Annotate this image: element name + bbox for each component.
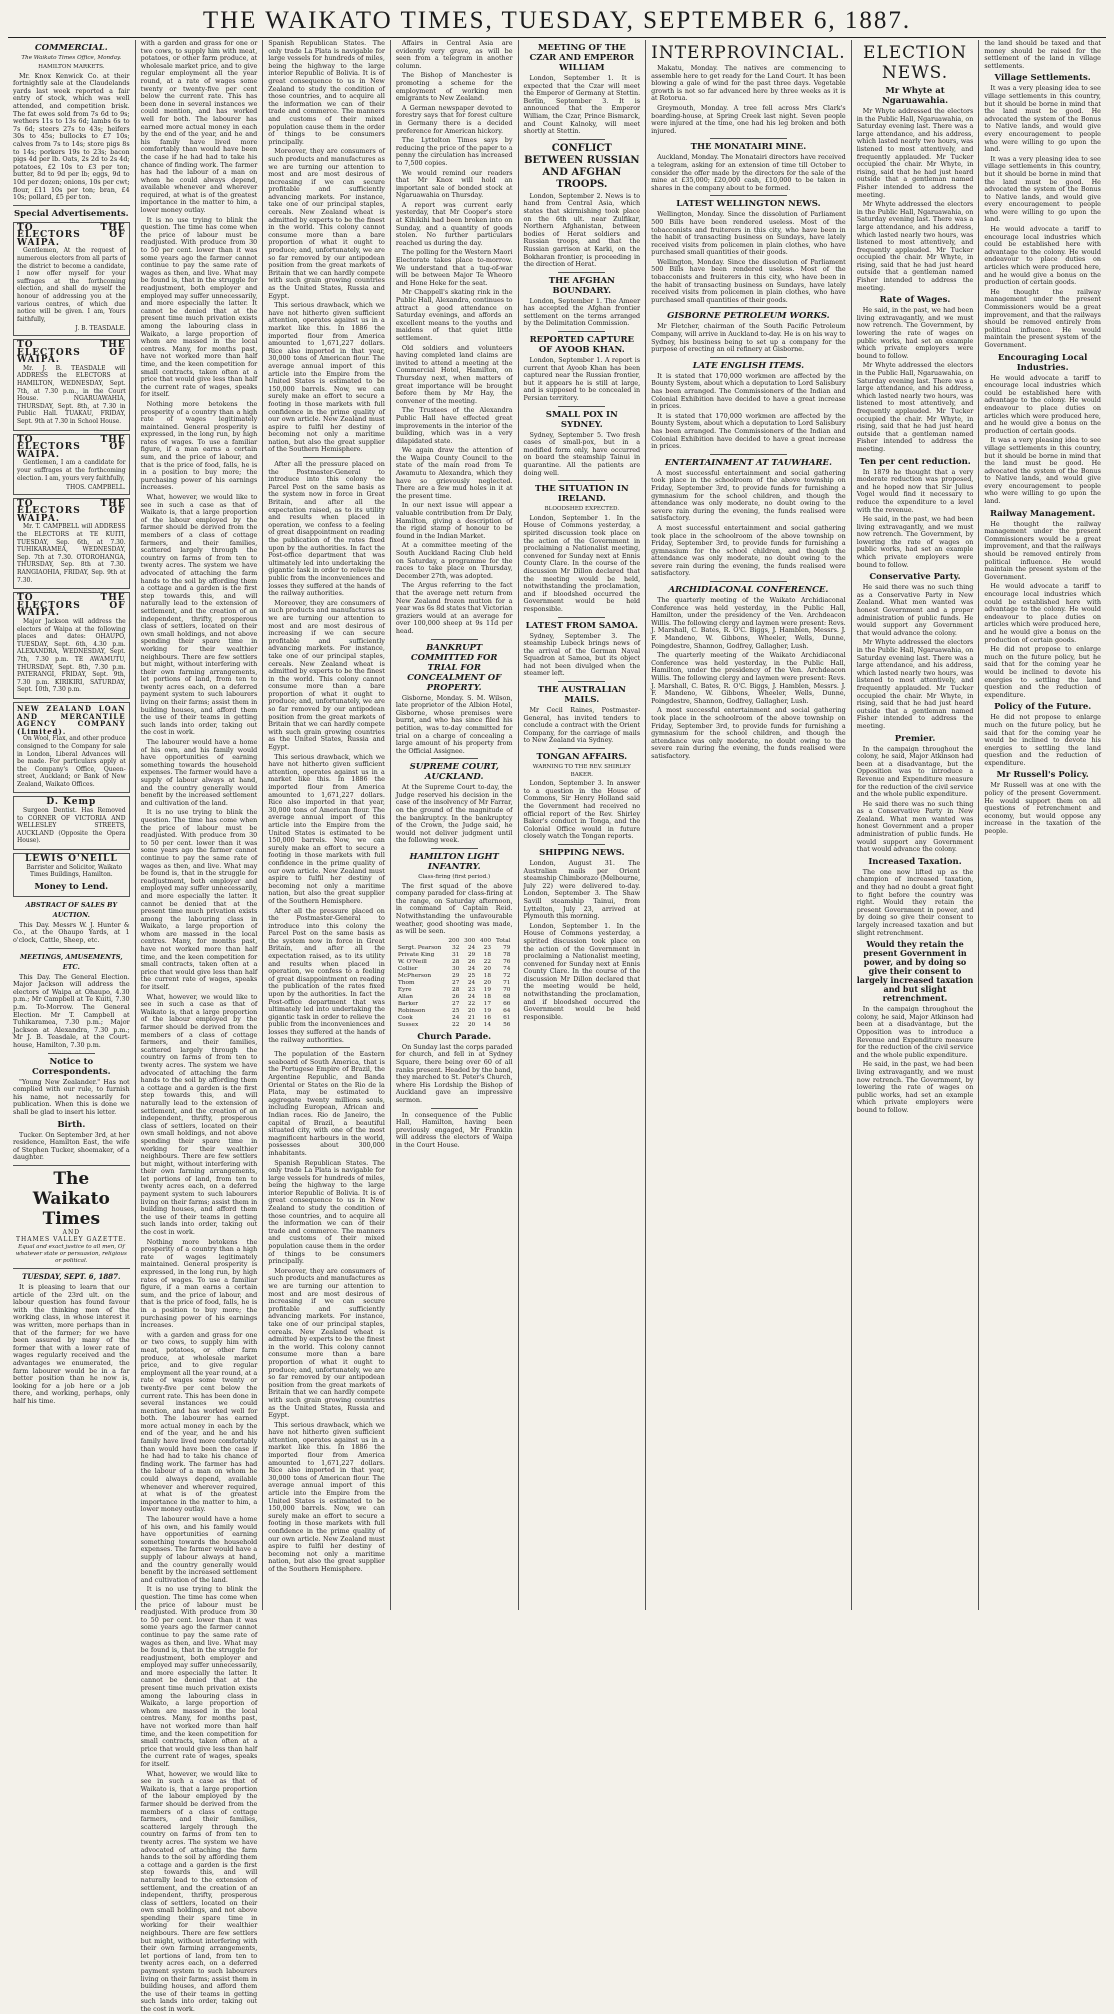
table-row: [396, 980, 513, 987]
table-cell: Sussex: [397, 1021, 419, 1028]
table-cell: 28: [452, 986, 460, 993]
news-item: Mr Chappell's skating rink in the Public Hall, Alexandra, continues to attract a good attendance on Saturday evenings, and affords an excellent means to the youths and maidens of that quiet little settlement.: [395, 288, 513, 342]
mails-body: Mr Cecil Raines, Postmaster-General, has invited tenders to conclude a contract with the Orient Company, for the carriage of mails to New Zealand via Sydney.: [523, 706, 641, 745]
separator: [710, 138, 788, 139]
separator: [558, 844, 605, 845]
table-cell: Allan: [397, 993, 413, 1000]
separator: [48, 948, 95, 949]
leader-cont-3: This serious drawback, which we have not hitherto given sufficient attention, operates against us in a market like this. In 1886 the imported flour from America amounted to 1,671,227 dollars. Rice also imported in that year, 30,000 tons of American flour. The average annual import of this article into the Empire from the United States is estimated to be 150,000 barrels. Now, we can surely make an effort to secure a footing in those markets with full confidence in the prime quality of our own article. New Zealand must aspire to fulfil her destiny of becoming not only a maritime nation, but also the great supplier of the Southern Hemisphere.: [268, 301, 385, 454]
news-item: The Lyttelton Times says by reducing the price of the paper to a penny the circulation has increased to 7,500 copies.: [395, 136, 513, 167]
leader-body-cont-2b: It is no use trying to blink the question. The time has come when the price of labour must be readjusted. With produce from 30 to 50 per cent. lower than it was some years ago the farmer cannot continue to pay the same rate of wages as then, and live. What may be found is, that in the struggle for readjustment, both employer and employed may suffer unnecessarily, and more especially the latter. It cannot be denied that at the present time much privation exists among the labouring class in Waikato, a large proportion of whom are massed in the local centres. Many, for months past, have not worked more than half time, and the keen competition for small contracts, taken often at a price that would give less than half the current rate of wages, speaks for itself.: [140, 808, 258, 992]
notice-heading: Notice to Correspondents.: [32, 1056, 111, 1077]
separator: [303, 1047, 350, 1048]
table-cell: 18: [483, 951, 492, 958]
separator: [558, 480, 605, 481]
entertainment-body-cont: A most successful entertainment and social gathering took place in the schoolroom of the above township on Friday, September 3rd, to provide funds for furnishing a gymnasium for the school children, and though the attendance was only moderate, no doubt owing to the severe rain during the evening, the funds realised were satisfactory.: [651, 523, 846, 578]
separator: [431, 639, 478, 640]
railway-heading: Railway Management.: [989, 508, 1096, 519]
czar-heading: MEETING OF THE CZAR AND EMPEROR WILLIAM: [529, 43, 635, 73]
wages-heading: Rate of Wages.: [879, 295, 951, 306]
table-cell: 30: [452, 965, 460, 972]
meetings-body: This Day. The General Election. Major Jackson will address the electors of Waipa at Ohaupo, 4.30 p.m.; Mr Campbell at Te Kuiti, 7.30 p.m. To-Morrow. The General Election. Mr T. Campbell at Tuhikaramea, 7.30 p.m.; Major Jackson at Alexandra, 7.30 p.m.; Mr J. B. Teasdale, at the Court-house, Hamilton, 7.30 p.m.: [13, 972, 130, 1049]
separator: [303, 457, 350, 458]
table-cell: 24: [467, 965, 476, 972]
column-3: [262, 40, 390, 1610]
paper-nameplate: The Waikato Times: [32, 1168, 110, 1229]
leader-body-cont-4b: What, however, we would like to see in such a case as that of Waikato is, that a large proportion of the labour employed by the farmer should be derived from the members of a class of cottage farmers, and their families, scattered largely through the country on farms of from ten to twenty acres. The system we have advocated of attaching the farm hands to the soil by affording them a cottage and a garden is the first step towards this, and will naturally lead to the extension of settlement, and the creation of an independent, thrifty, prosperous class of settlers, located on their own small holdings, and not above spending their spare time in working for their wealthier neighbours. There are few settlers but might, without interfering with their own farming arrangements, let portions of land, from ten to twenty acres each, on a deferred payment system to such labourers living on their farms; assist them in building houses, and afford them the use of their teams in getting such lands into order, taking out the cost in work.: [140, 992, 258, 1237]
table-cell: 32: [452, 944, 460, 951]
table-cell: Thom: [397, 979, 415, 986]
masthead: THE WAIKATO TIMES, TUESDAY, SEPTEMBER 6, 1887.: [202, 7, 912, 34]
whyte-body-cont: Mr Whyte addressed the electors in the Public Hall, Ngaruawahia, on Saturday evening last. There was a large attendance, and his address, which lasted nearly two hours, was listened to most attentively, and frequently applauded. Mr Tucker occupied the chair. Mr Whyte, in rising, said that he had just heard outside that a gentleman named Fisher intended to address the meeting.: [856, 200, 974, 292]
leader-body-cont-5: The labourer would have a home of his own, and his family would have opportunities of earning something towards the household expenses. The farmer would have a supply of labour always at hand, and the country generally would benefit by the increased settlement and cultivation of the land.: [140, 738, 258, 807]
news-item: In our next issue will appear a valuable contribution from Dr Daly, Hamilton, giving a description of the rigid stamp of honour to be found in the Indian Market.: [395, 501, 513, 540]
special-ads-heading: Special Advertisements.: [14, 208, 129, 219]
table-cell: 18: [483, 972, 492, 979]
table-cell: 19: [483, 1007, 492, 1014]
table-cell: 29: [452, 972, 460, 979]
ayoob-heading: REPORTED CAPTURE OF AYOOB KHAN.: [529, 335, 635, 356]
shipping-heading: SHIPPING NEWS.: [539, 847, 625, 858]
separator: [710, 454, 788, 455]
scores-table-body: [396, 945, 513, 1029]
gisborne-heading: GISBORNE PETROLEUM WORKS.: [667, 311, 830, 322]
separator: [431, 758, 478, 759]
separator: [558, 681, 605, 682]
column-4: [390, 40, 518, 1610]
table-cell: 26: [467, 958, 476, 965]
table-cell: 22: [467, 1000, 476, 1007]
wages-body: He said, in the past, we had been living extravagantly, and we must now retrench. The Government, by lowering the rate of wages on public works, had set an example which private employers were bound to follow.: [856, 306, 974, 360]
leader-body: It is pleasing to learn that our article of the 23rd ult. on the labour question has found favour with the thinking men of the working class, in whose interest it was written, more perhaps than in that of the farmer; for we have been assured by many of the former that with a lower rate of wages regularly received and the advantages we enumerated, the farm labourer would be in a far better position than he now is, looking for a job here or a job there, and working, perhaps, only half his time.: [13, 1283, 130, 1405]
conservative-body-cont: Mr Whyte addressed the electors in the Public Hall, Ngaruawahia, on Saturday evening last. There was a large attendance, and his address, which lasted nearly two hours, was listened to most attentively, and frequently applauded. Mr Tucker occupied the chair. Mr Whyte, in rising, said that he had just heard outside that a gentleman named Fisher intended to address the meeting.: [856, 638, 974, 730]
ad-signature: J. B. TEASDALE.: [75, 325, 126, 333]
sales-body: This Day. Messrs W. J. Hunter & Co., at the Ohaupo Yards, at 1 o'clock, Cattle, Sheep, etc.: [13, 920, 130, 944]
scores-table: [396, 938, 513, 1029]
wellington-heading: LATEST WELLINGTON NEWS.: [676, 199, 821, 210]
table-header-cell: 200: [448, 937, 460, 944]
village-body: It was a very pleasing idea to see village settlements in this country, but it should be borne in mind that the land must be good. He advocated the system of the Bonus to Native lands, and would give every encouragement to people who were willing to go upon the land.: [984, 84, 1101, 154]
whyte-body: Mr Whyte addressed the electors in the Public Hall, Ngaruawahia, on Saturday evening last. There was a large attendance, and his address, which lasted nearly two hours, was listened to most attentively, and frequently applauded. Mr Tucker occupied the chair. Mr Whyte, in rising, said that he had just heard outside that a gentleman named Fisher intended to address the meeting.: [856, 107, 974, 199]
masthead-rule: [8, 37, 1106, 38]
supreme-court-heading: SUPREME COURT, AUCKLAND.: [409, 762, 499, 783]
commercial-office: The Waikato Times Office, Monday.: [21, 55, 122, 61]
commercial-body: Mr. Knox Kenwick Co. at their fortnightly sale at the Claudelands yards last week reported a fair entry of stock, which was well attended, and competition brisk. The fat ewes sold from 7s 6d to 9s; wethers 11s to 13s 6d; lambs 6s to 7s 6d; steers 27s to 43s; heifers 30s to 45s; bullocks to £7 10s; calves from 7s to 14s; store pigs 8s to 14s; porkers 19s to 23s; bacon pigs 4d per lb. Oats, 2s 2d to 2s 4d; potatoes, £2 10s to £3 per ton; butter, 8d to 9d per lb; eggs, 9d to 10d per dozen; onions, 10s per cwt; flour, £11 10s per ton; bran, £4 10s; pollard, £5 per ton.: [13, 71, 130, 202]
ireland-body: London, September 1. In the House of Commons yesterday, a spirited discussion took place on the action of the Government in proclaiming a Nationalist meeting, convened for Sunday next at Ennis County Clare. In the course of the discussion Mr Dillon declared that the meeting would be held, notwithstanding the proclamation, and if bloodshed occurred the Government would be held responsible.: [523, 513, 641, 613]
table-cell: 79: [503, 944, 511, 951]
table-cell: 31: [452, 951, 460, 958]
table-cell: Private King: [397, 951, 435, 958]
leader-body-cont-4c: What, however, we would like to see in such a case as that of Waikato is, that a large proportion of the labour employed by the farmer should be derived from the members of a class of cottage farmers, and their families, scattered largely through the country on farms of from ten to twenty acres. The system we have advocated of attaching the farm hands to the soil by affording them a cottage and a garden is the first step towards this, and will naturally lead to the extension of settlement, and the creation of an independent, thrifty, prosperous class of settlers, located on their own small holdings, and not above spending their spare time in working for their wealthier neighbours. There are few settlers but might, without interfering with their own farming arrangements, let portions of land, from ten to twenty acres each, on a deferred payment system to such labourers living on their farms; assist them in building houses, and afford them the use of their teams in getting such lands into order, taking out the cost in work.: [140, 1769, 258, 2013]
table-header-cell: Total: [495, 937, 511, 944]
column-2: [135, 39, 263, 2013]
table-row: [396, 994, 513, 1001]
advertisement-7: [13, 796, 130, 850]
village-body-cont: It was a very pleasing idea to see village settlements in this country, but it should be borne in mind that the land must be good. He advocated the system of the Bonus to Native lands, and would give every encouragement to people who were willing to go upon the land.: [984, 154, 1101, 224]
table-cell: 17: [483, 1000, 492, 1007]
column-7: [851, 40, 979, 1610]
ad-body: Gentlemen, At the request of numerous electors from all parts of the district to become a candidate, I now offer myself for your suffrages at the forthcoming election, and shall do myself the honour of addressing you at the various centres, of which due notice will be given. I am, Yours faithfully,: [17, 247, 126, 323]
ad-body: Mr. J. B. TEASDALE will ADDRESS the ELECTORS at HAMILTON, WEDNESDAY, Sept. 7th, at 7.30 p.m., in the Court House. NGARUAWAHIA, THURSDAY, Sept. 8th, at 7.30 in Public Hall. TUAKAU, FRIDAY, Sept. 9th at 7.30 in School House.: [17, 364, 126, 425]
paper-motto: Equal and exact justice to all men, Of whatever state or persuasion, religious or political.: [15, 1244, 127, 1265]
railway-body-cont: He would advocate a tariff to encourage local industries which could be established here with advantage to the colony. He would endeavour to place duties on articles which were produced here, and he would give a bonus on the production of certain goods.: [984, 582, 1101, 644]
separator: [48, 1053, 95, 1054]
local-industries-heading: Encouraging Local Industries.: [997, 352, 1088, 373]
leader-cont-1b: Spanish Republican States. The only trade La Plata is navigable for large vessels for hundreds of miles, being the highway to the large interior Republic of Bolivia. It is of great consequence to us in New Zealand to study the condition of those countries, and to acquire all the information we can of their trade and commerce. The manners and customs of their mixed population cause them in the order of things to be consumers principally.: [268, 1158, 385, 1266]
table-cell: Robinson: [397, 1007, 426, 1014]
leader-cont-4: After all the pressure placed on the Postmaster-General to introduce into this colony the Parcel Post on the same basis as the system now in force in Great Britain, and after all the expectation raised, as to its utility and results when placed in operation, we confess to a feeling of great disappointment on reading the publication of the rates fixed upon by the authorities. In fact the Post-office department that was ultimately led into undertaking the gigantic task in order to relieve the public from the inconveniences and losses they suffered at the hands of the railway authorities.: [268, 460, 385, 598]
samoa-body: Sydney, September 3. The steamship Lubeck brings news of the arrival of the German Naval Squadron at Samoa, but its object had not been divulged when the steamer left.: [523, 631, 641, 678]
monatairi-heading: THE MONATAIRI MINE.: [690, 142, 807, 153]
reduction-body: In 1879 he thought that a very moderate reduction was proposed, and he hoped now that Sir Julius Vogel would find it necessary to reduce the expenditure to a level with the revenue.: [856, 467, 974, 514]
column-5: [518, 40, 646, 1610]
afghan-body: London, September 1. The Ameer has accepted the Afghan frontier settlement on the terms arranged by the Delimitation Commission.: [523, 296, 641, 328]
smallpox-heading: SMALL POX IN SYDNEY.: [545, 409, 618, 430]
table-cell: Barker: [397, 1000, 419, 1007]
news-item: At a committee meeting of the South Auckland Racing Club held on Saturday, a programme for the races to take place on Thursday, December 27th, was adopted.: [395, 541, 513, 580]
village-body-cont-3: He thought the railway management under the present Commissioners would be a great improvement, and that the railways should be removed entirely from political influence. He would maintain the present system of the Government.: [984, 287, 1101, 349]
news-item: A German newspaper devoted to forestry says that for forest culture in Germany there is a decided preference for American hickory.: [395, 103, 513, 135]
table-row: [396, 966, 513, 973]
advertisement-2: [13, 339, 130, 431]
archidiaconal-body: The quarterly meeting of the Waikato Archidiaconal Conference was held yesterday, in the Public Hall, Hamilton, under the presidency of the Ven. Archdeacon Willis. The following clergy and laymen were present: Revs. J. Marshall, C. Bates, R. O'C. Biggs, J. Hamblen, Messrs. J. F. Mandeno, W. Gibbons, Wheeler, Wells, Dunne, Poingdestre, Shannon, Godfrey, Gallagher, Lush.: [651, 596, 846, 650]
english-items-body-cont: It is stated that 170,000 workmen are affected by the Bounty System, about which a deputation to Lord Salisbury has been arranged. The Commissioners of the Indian and Colonial Exhibition have decided to have a great increase in prices.: [651, 411, 846, 451]
local-industries-body: He would advocate a tariff to encourage local industries which could be established here with advantage to the colony. He would endeavour to place duties on articles which were produced here, and he would give a bonus on the production of certain goods.: [984, 373, 1101, 435]
news-item: A report was current early yesterday, that Mr Cooper's store at Kihikihi had been broken into on Sunday, and a quantity of goods stolen. No further particulars reached us during the day.: [395, 200, 513, 247]
czar-body: London, September 1. It is expected that the Czar will meet the Emperor of Germany at Stettin. Berlin, September 3. It is announced that the Emperor William, the Czar, Prince Bismarck, and Count Kalnoky, will meet shortly at Stettin.: [523, 74, 641, 136]
gisborne-body: Mr Fletcher, chairman of the South Pacific Petroleum Company, will arrive in Auckland to-day. He is on his way to Sydney, his business being to set up a company for the purpose of erecting an oil refinery at Gisborne.: [651, 322, 846, 354]
table-cell: 24: [467, 944, 476, 951]
ad-title: TO THE ELECTORS OF WAIPA.: [17, 498, 126, 524]
interprovincial-heading: INTERPROVINCIAL.: [651, 43, 846, 63]
light-infantry-heading: HAMILTON LIGHT INFANTRY.: [409, 852, 499, 873]
tongan-subheading: WARNING TO THE REV. SHIRLEY BAKER.: [532, 764, 631, 778]
separator: [13, 205, 130, 206]
table-cell: 27: [452, 979, 460, 986]
columns: [8, 39, 1106, 2013]
separator: [431, 848, 478, 849]
table-cell: 23: [467, 986, 476, 993]
wellington-body-cont: Wellington, Monday. Since the dissolution of Parliament 500 Bills have been rendered useless. Most of the tobacconists and fruiterers in this city, who have been in the habit of transacting business on Sundays, have lately received visits from policemen in plain clothes, who have purchased small quantities of their goods.: [651, 257, 846, 304]
leader-cont-2c: Moreover, they are consumers of such products and manufactures as we are turning our attention to most and are most desirous of increasing if we can secure profitable and sufficiently advancing markets. For instance, take one of our principal staples, cereals. New Zealand wheat is admitted by experts to be the finest in the world. This colony cannot consume more than a bare proportion of what it ought to produce; and, unfortunately, we are so far removed by our antipodean position from the great markets of Britain that we can hardly compete with such grain growing countries as the United States, Russia and Egypt.: [268, 1266, 385, 1420]
ad-title: TO THE ELECTORS OF WAIPA.: [17, 434, 126, 460]
table-cell: McPherson: [397, 972, 432, 979]
table-row: [396, 1001, 513, 1008]
whyte-heading: Mr Whyte at Ngaruawahia.: [881, 86, 949, 106]
news-item: We again draw the attention of the Waipa County Council to the state of the main road from Te Awamutu to Alexandra, which they have so grievously neglected. There are a few mud holes in it at the present time.: [395, 446, 513, 500]
table-cell: 78: [503, 951, 511, 958]
entertainment-heading: ENTERTAINMENT AT TAUWHARE.: [664, 457, 832, 468]
table-header-cell: 400: [479, 937, 492, 944]
advertisement-4: [13, 498, 130, 590]
table-cell: 26: [452, 993, 460, 1000]
premier-heading: Premier.: [894, 733, 936, 744]
table-cell: 66: [503, 1000, 511, 1007]
monatairi-body: Auckland, Monday. The Monatairi directors have received a telegram, asking for an extension of time till October to consider the offer made by the directors for the sale of the mine at £35,000; £20,000 cash, £10,000 to be taken in shares in the company about to be formed.: [651, 153, 846, 192]
table-cell: 28: [452, 958, 460, 965]
table-cell: Sergt. Pearson: [397, 944, 442, 951]
interprovincial-body-1: Makatu, Monday. The natives are commencing to assemble here to get ready for the Land Court. It has been blowing a gale of wind for the past three days. Vegetable growth is not so far advanced here by three weeks as it is at Rotorua.: [651, 64, 846, 103]
afghan-heading: THE AFGHAN BOUNDARY.: [548, 275, 615, 296]
leader-body-cont-3b: Nothing more betokens the prosperity of a country than a high rate of wages legitimately maintained. General prosperity is expressed, in the long run, by high rates of wages. To use a familiar figure, if a man earns a certain sum, and the price of labour, and that is the price of food, falls, he is in a position to buy more; the purchasing power of his earnings increases.: [140, 1237, 258, 1330]
consequence-notice: In consequence of the Public Hall, Hamilton, having been previously engaged, Mr Franklin will address the electors of Waipa in the Court House.: [395, 1110, 513, 1149]
table-row: [396, 959, 513, 966]
separator: [558, 748, 605, 749]
english-items-body: It is stated that 170,000 workmen are affected by the Bounty System, about which a deputation to Lord Salisbury has been arranged. The Commissioners of the Indian and Colonial Exhibition have decided to have a great increase in prices.: [651, 371, 846, 411]
sales-heading: ABSTRACT OF SALES BY AUCTION.: [25, 900, 118, 919]
table-cell: 22: [452, 1021, 460, 1028]
table-row: [396, 1008, 513, 1015]
table-cell: 29: [467, 951, 476, 958]
table-cell: 27: [452, 1000, 460, 1007]
separator: [558, 139, 605, 140]
birth-body: Tucker. On September 3rd, at her residence, Hamilton East, the wife of Stephen Tucker, shoemaker, of a daughter.: [13, 1130, 130, 1162]
bankrupt-body: Gisborne, Monday. S. M. Wilson, late proprietor of the Albion Hotel, Gisborne, whose premises were burnt, and who has since filed his petition, was to-day committed for trial on a charge of concealing a large amount of his property from the Official Assignee.: [395, 693, 513, 755]
policy-heading: Policy of the Future.: [994, 702, 1092, 713]
table-cell: Eyre: [397, 986, 412, 993]
leader-body-cont-1b: with a garden and grass for one or two cows, to supply him with meat, potatoes, or other farm produce, at wholesale market price, and to give regular employment all the year round, at a rate of wages some twenty or twenty-five per cent below the current rate. This has been done in several instances we could mention, and has worked well for both. The labourer has earned more actual money in each by the end of the year, and he and his family have lived more comfortably than would have been the case if he had had to take his chance of finding work. The farmer has had the labour of a man on whom he could always depend, available whenever and wherever required, at what is of the greatest importance in the matter to him, a lower money outlay.: [140, 1330, 258, 1514]
archidiaconal-body-cont: The quarterly meeting of the Waikato Archidiaconal Conference was held yesterday, in the Public Hall, Hamilton, under the presidency of the Ven. Archdeacon Willis. The following clergy and laymen were present: Revs. J. Marshall, C. Bates, R. O'C. Biggs, J. Hamblen, Messrs. J. F. Mandeno, W. Gibbons, Wheeler, Wells, Dunne, Poingdestre, Shannon, Godfrey, Gallagher, Lush.: [651, 651, 846, 705]
table-cell: 25: [467, 972, 476, 979]
table-cell: 64: [503, 1007, 511, 1014]
table-cell: 71: [503, 979, 511, 986]
conflict-heading: CONFLICT BETWEEN RUSSIAN AND AFGHAN TROOPS.: [524, 142, 640, 190]
table-header-cell: [396, 938, 446, 945]
table-row: [396, 973, 513, 980]
table-row: [396, 1022, 513, 1029]
conservative-heading: Conservative Party.: [869, 572, 961, 583]
ad-body: Mr. T. CAMPBELL will ADDRESS the ELECTORS at TE KUITI, TUESDAY, Sep. 6th, at 7.30. TUHIKARAMEA, WEDNESDAY, Sep. 7th at 7.30. OTOROHANGA, THURSDAY, Sep. 8th at 7.30. RANGIAOHIA, FRIDAY, Sep. 9th at 7.30.: [17, 523, 126, 584]
birth-heading: Birth.: [57, 1119, 86, 1130]
railway-body-cont-2: He did not propose to enlarge much on the future policy, but he said that for the coming year he would be inclined to devote his energies to settling the land question and the reduction of expenditure.: [984, 645, 1101, 699]
church-parade-heading: Church Parade.: [417, 1031, 492, 1042]
table-cell: 70: [503, 986, 511, 993]
ad-body: Surgeon Dentist. Has Removed to CORNER OF VICTORIA AND WELLESLEY STREETS, AUCKLAND (Opposite the Opera House).: [17, 807, 126, 845]
ireland-subheading: BLOODSHED EXPECTED.: [544, 506, 620, 513]
ad-signature: THOS. CAMPBELL.: [65, 484, 126, 492]
ad-body: Gentlemen, I am a candidate for your suffrages at the forthcoming election. I am, yours very faithfully,: [17, 459, 126, 482]
news-item: The Argus referring to the fact that the average nett return from New Zealand frozen mutton for a year was 6s 8d states that Victorian graziers would at an average for over 100,000 sheep at 9s 11d per head.: [395, 581, 513, 635]
election-news-heading: ELECTION NEWS.: [863, 43, 967, 83]
ireland-body-cont: London, September 1. In the House of Commons yesterday, a spirited discussion took place on the action of the Government in proclaiming a Nationalist meeting, convened for Sunday next at Ennis County Clare. In the course of the discussion Mr Dillon declared that the meeting would be held, notwithstanding the proclamation, and if bloodshed occurred the Government would be held responsible.: [523, 921, 641, 1021]
table-cell: 76: [503, 958, 511, 965]
ayoob-body: London, September 1. A report is current that Ayoob Khan has been captured near the Russian frontier, but it appears he is still at large, and is supposed to be concealed in Persian territory.: [523, 356, 641, 403]
archidiaconal-heading: ARCHIDIACONAL CONFERENCE.: [668, 585, 829, 596]
leader-body-cont-1: with a garden and grass for one or two cows, to supply him with meat, potatoes, or other farm produce, at wholesale market price, and to give regular employment all the year round, at a rate of wages some twenty or twenty-five per cent below the current rate. This has been done in several instances we could mention, and has worked well for both. The labourer has earned more actual money in each by the end of the year, and he and his family have lived more comfortably than would have been the case if he had had to take his chance of finding work. The farmer has had the labour of a man on whom he could always depend, available whenever and wherever required, at what is of the greatest importance in the matter to him, a lower money outlay.: [140, 39, 258, 215]
table-cell: 19: [483, 986, 492, 993]
conservative-body: He said there was no such thing as a Conservative Party in New Zealand. What men wanted was honest Government and a proper administration of public funds. He would support any Government that would advance the colony.: [856, 583, 974, 637]
news-item: Old soldiers and volunteers having completed land claims are invited to attend a meeting at the Commercial Hotel, Hamilton, on Thursday next, when matters of great importance will be brought before them by Mr Hay, the convener of the meeting.: [395, 343, 513, 405]
advertisement-5: [13, 592, 130, 699]
leader-cont-4b: After all the pressure placed on the Postmaster-General to introduce into this colony the Parcel Post on the same basis as the system now in force in Great Britain, and after all the expectation raised, as to its utility and results when placed in operation, we confess to a feeling of great disappointment on reading the publication of the rates fixed upon by the authorities. In fact the Post-office department that was ultimately led into undertaking the gigantic task in order to relieve the public from the inconveniences and losses they suffered at the hands of the railway authorities.: [268, 906, 385, 1044]
bold-question: Would they retain the present Government in power, and by doing so give their consent to largely increased taxation and but slight retrenchment.: [856, 939, 974, 1004]
wages-body-cont: Mr Whyte addressed the electors in the Public Hall, Ngaruawahia, on Saturday evening last. There was a large attendance, and his address, which lasted nearly two hours, was listened to most attentively, and frequently applauded. Mr Tucker occupied the chair. Mr Whyte, in rising, said that he had just heard outside that a gentleman named Fisher intended to address the meeting.: [856, 361, 974, 453]
smallpox-body: Sydney, September 5. Two fresh cases of small-pox, but in a modified form only, have occurred on board the steamship Tainui in quarantine. All the patients are doing well.: [523, 430, 641, 477]
news-item: Affairs in Central Asia are evidently very grave, as will be seen from a telegram in another column.: [395, 39, 513, 70]
table-cell: 22: [483, 958, 492, 965]
column-1: [8, 40, 135, 1610]
ad-title: TO THE ELECTORS OF WAIPA.: [17, 222, 126, 248]
village-heading: Village Settlements.: [994, 73, 1091, 84]
table-cell: W. O'Neill: [397, 958, 427, 965]
paper-subtitle: THAMES VALLEY GAZETTE.: [15, 1236, 127, 1244]
english-items-heading: LATE ENGLISH ITEMS.: [692, 360, 805, 371]
wellington-body: Wellington, Monday. Since the dissolution of Parliament 500 Bills have been rendered useless. Most of the tobacconists and fruiterers in this city, who have been in the habit of transacting business on Sundays, have lately received visits from policemen in plain clothes, who have purchased small quantities of their goods.: [651, 210, 846, 257]
table-cell: 24: [452, 1014, 460, 1021]
leader-body-cont-4: What, however, we would like to see in such a case as that of Waikato is, that a large proportion of the labour employed by the farmer should be derived from the members of a class of cottage farmers, and their families, scattered largely through the country on farms of from ten to twenty acres. The system we have advocated of attaching the farm hands to the soil by affording them a cottage and a garden is the first step towards this, and will naturally lead to the extension of settlement, and the creation of an independent, thrifty, prosperous class of settlers, located on their own small holdings, and not above spending their spare time in working for their wealthier neighbours. There are few settlers but might, without interfering with their own farming arrangements, let portions of land, from ten to twenty acres each, on a deferred payment system to such labourers living on their farms; assist them in building houses, and afford them the use of their teams in getting such lands into order, taking out the cost in work.: [140, 493, 258, 737]
leader-cont-2: Moreover, they are consumers of such products and manufactures as we are turning our attention to most and are most desirous of increasing if we can secure profitable and sufficiently advancing markets. For instance, take one of our principal staples, cereals. New Zealand wheat is admitted by experts to be the finest in the world. This colony cannot consume more than a bare proportion of what it ought to produce; and, unfortunately, we are so far removed by our antipodean position from the great markets of Britain that we can hardly compete with such grain growing countries as the United States, Russia and Egypt.: [268, 147, 385, 300]
russell-heading: Mr Russell's Policy.: [996, 770, 1089, 781]
leader-cont-3c: This serious drawback, which we have not hitherto given sufficient attention, operates against us in a market like this. In 1886 the imported flour from America amounted to 1,671,227 dollars. Rice also imported in that year, 30,000 tons of American flour. The average annual import of this article into the Empire from the United States is estimated to be 150,000 barrels. Now, we can surely make an effort to secure a footing in those markets with full confidence in the prime quality of our own article. New Zealand must aspire to fulfil her destiny of becoming not only a maritime nation, but also the great supplier of the Southern Hemisphere.: [268, 1420, 385, 1573]
premier-body-cont: He said there was no such thing as a Conservative Party in New Zealand. What men wanted was honest Government and a proper administration of public funds. He would support any Government that would advance the colony.: [856, 799, 974, 854]
column-8: [978, 40, 1106, 1610]
ad-title: TO THE ELECTORS OF WAIPA.: [17, 593, 126, 619]
leader-body-cont-3: Nothing more betokens the prosperity of a country than a high rate of wages legitimately maintained. General prosperity is expressed, in the long run, by high rates of wages. To use a familiar figure, if a man earns a certain sum, and the price of labour, and that is the price of food, falls, he is in a position to buy more; the purchasing power of his earnings increases.: [140, 399, 258, 492]
village-body-cont-2: He would advocate a tariff to encourage local industries which could be established here with advantage to the colony. He would endeavour to place duties on articles which were produced here, and he would give a bonus on the production of certain goods.: [984, 225, 1101, 287]
notice-body: "Young New Zealander." Has not complied with our rule, to furnish his name, not necessarily for publication. When this is done we shall be glad to insert his letter.: [13, 1077, 130, 1116]
mails-heading: THE AUSTRALIAN MAILS.: [537, 685, 626, 706]
taxation-body-cont: In the campaign throughout the colony, he said, Major Atkinson had been at a disadvantage, but the Opposition was to introduce a Revenue and Expenditure measure for the reduction of the civil service and the whole public expenditure.: [856, 1005, 974, 1059]
ad-body: On Wool, Flax, and other produce consigned to the Company for sale in London, Liberal Advances will be made. For particulars apply at the Company's Office, Queen-street, Auckland; or Bank of New Zealand, Waikato Offices.: [17, 735, 126, 788]
table-cell: 23: [483, 944, 492, 951]
taxation-body: The one now lifted up as the champion of increased taxation, and they had no doubt a great fight to fight before the country was right. Would they retain the present Government in power, and by doing so give their consent to largely increased taxation and but slight retrenchment.: [856, 867, 974, 937]
table-cell: 21: [467, 1014, 476, 1021]
ad-title: D. Kemp: [46, 797, 97, 808]
election-cont: the land should be taxed and that money should be raised for the settlement of the land in village settlements.: [984, 39, 1101, 70]
commercial-subheading: HAMILTON MARKETS.: [38, 64, 105, 70]
advertisement-6: [13, 702, 130, 794]
table-cell: 20: [483, 979, 492, 986]
table-cell: 25: [452, 1007, 460, 1014]
ad-body: Major Jackson will address the electors of Waipa at the following places and dates: OHAUPO, TUESDAY, Sept. 6th, 4.30 p.m. ALEXANDRA, WEDNESDAY, Sept. 7th, 7.30 p.m. TE AWAMUTU, THURSDAY, Sept. 8th, 7.30 p.m. PATERANGI, FRIDAY, Sept. 9th, 7.30 p.m. KIRIKIRI, SATURDAY, Sept. 10th, 7.30 p.m.: [17, 618, 126, 694]
leader-body-cont-2c: It is no use trying to blink the question. The time has come when the price of labour must be readjusted. With produce from 30 to 50 per cent. lower than it was some years ago the farmer cannot continue to pay the same rate of wages as then, and live. What may be found is, that in the struggle for readjustment, both employer and employed may suffer unnecessarily, and more especially the latter. It cannot be denied that at the present time much privation exists among the labouring class in Waikato, a large proportion of whom are massed in the local centres. Many, for months past, have not worked more than half time, and the keen competition for small contracts, taken often at a price that would give less than half the current rate of wages, speaks for itself.: [140, 1585, 258, 1768]
church-parade-body: On Sunday last the corps paraded for church, and fell in at Sydney Square, there being over 60 of all ranks present. Headed by the band, they marched to St. Peter's Church, where His Lordship the Bishop of Auckland gave an impressive sermon.: [395, 1042, 513, 1104]
news-item: We would remind our readers that Mr Knox will hold an important sale of bonded stock at Ngaruawahia on Thursday.: [395, 168, 513, 200]
local-industries-body-cont: It was a very pleasing idea to see village settlements in this country, but it should be borne in mind that the land must be good. He advocated the system of the Bonus to Native lands, and would give every encouragement to people who were willing to go upon the land.: [984, 436, 1101, 506]
supreme-court-body: At the Supreme Court to-day, the Judge reserved his decision in the case of the insolvency of Mr Farrar, on the ground of the magnitude of the bankruptcy. In the bankruptcy of the Crown, the Judge said, he would not deliver judgment until the following week.: [395, 783, 513, 845]
table-cell: 72: [503, 972, 511, 979]
advertisement-8: [13, 853, 130, 897]
separator: [13, 1165, 130, 1166]
leader-body-cont-2: It is no use trying to blink the question. The time has come when the price of labour must be readjusted. With produce from 30 to 50 per cent. lower than it was some years ago the farmer cannot continue to pay the same rate of wages as then, and live. What may be found is, that in the struggle for readjustment, both employer and employed may suffer unnecessarily, and more especially the latter. It cannot be denied that at the present time much privation exists among the labouring class in Waikato, a large proportion of whom are massed in the local centres. Many, for months past, have not worked more than half time, and the keen competition for small contracts, taken often at a price that would give less than half the current rate of wages, speaks for itself.: [140, 215, 258, 399]
entertainment-body: A most successful entertainment and social gathering took place in the schoolroom of the above township on Friday, September 3rd, to provide funds for furnishing a gymnasium for the school children, and though the attendance was only moderate, no doubt owing to the severe rain during the evening, the funds realised were satisfactory.: [651, 468, 846, 523]
money-to-lend: Money to Lend.: [34, 881, 109, 892]
interprovincial-body-2: Greymouth, Monday. A tree fell across Mrs Clark's boarding-house, at Spring Creek last night. Seven people were injured at the time, one had his leg broken and both injured.: [651, 103, 846, 135]
bankrupt-heading: BANKRUPT COMMITTED FOR TRIAL FOR CONCEALMENT OF PROPERTY.: [407, 642, 502, 693]
samoa-heading: LATEST FROM SAMOA.: [525, 620, 638, 631]
table-cell: 14: [483, 1021, 492, 1028]
table-row: [396, 945, 513, 952]
table-cell: 20: [467, 1007, 476, 1014]
table-row: [396, 987, 513, 994]
news-item: The Bishop of Manchester is promoting a scheme for the employment of working men emigrants to New Zealand.: [395, 71, 513, 103]
table-cell: 68: [503, 993, 511, 1000]
news-item: The Trustees of the Alexandra Public Hall have effected great improvements in the interior of the building, which was in a very dilapidated state.: [395, 406, 513, 445]
taxation-heading: Increased Taxation.: [868, 856, 962, 867]
light-infantry-body: The first squad of the above company paraded for class-firing at the range, on Saturday afternoon, in command of Captain Reid. Notwithstanding the unfavourable weather, good shooting was made, as will be seen.: [395, 881, 513, 936]
separator: [13, 1268, 130, 1269]
table-cell: Cook: [397, 1014, 413, 1021]
table-cell: 20: [483, 965, 492, 972]
table-cell: Collier: [397, 965, 418, 972]
leader-cont-5: The population of the Eastern seaboard of South America, that is the Portugese Empire of Brazil, the Argentine Republic, and Banda Oriental or States on the Rio de la Plata, may be estimated to aggregate twenty millions souls, including European, African and Indian races. Rio de Janeiro, the capital of Brazil, a beautiful situated city, with one of the most magnificent harbours in the world, possesses about 300,000 inhabitants.: [268, 1050, 385, 1157]
table-row: [396, 1015, 513, 1022]
meetings-heading: MEETINGS, AMUSEMENTS, ETC.: [19, 952, 123, 971]
separator: [558, 617, 605, 618]
reduction-body-cont: He said, in the past, we had been living extravagantly, and we must now retrench. The Government, by lowering the rate of wages on public works, had set an example which private employers were bound to follow.: [856, 515, 974, 569]
separator: [710, 195, 788, 196]
ad-title: TO THE ELECTORS OF WAIPA.: [17, 340, 126, 366]
ad-title: LEWIS O'NEILL: [24, 854, 118, 865]
separator: [710, 581, 788, 582]
conflict-body: London, September 2. News is to hand from Central Asia, which states that skirmishing took place on the 6th ult. near Zulfikar, Northern Afghanistan, between bodies of Herat soldiers and Russian troops, and that the Russian garrison at Karki, on the Bokharan frontier, is proceeding in the direction of Herat.: [523, 191, 641, 269]
premier-body: In the campaign throughout the colony, he said, Major Atkinson had been at a disadvantage, but the Opposition was to introduce a Revenue and Expenditure measure for the reduction of the civil service and the whole public expenditure.: [856, 744, 974, 799]
table-cell: 24: [467, 979, 476, 986]
policy-body: He did not propose to enlarge much on the future policy, but he said that for the coming year he would be inclined to devote his energies to settling the land question and the reduction of expenditure.: [984, 713, 1101, 767]
separator: [558, 272, 605, 273]
ireland-heading: THE SITUATION IN IRELAND.: [534, 484, 629, 505]
leader-cont-3b: This serious drawback, which we have not hitherto given sufficient attention, operates against us in a market like this. In 1886 the imported flour from America amounted to 1,671,227 dollars. Rice also imported in that year, 30,000 tons of American flour. The average annual import of this article into the Empire from the United States is estimated to be 150,000 barrels. Now, we can surely make an effort to secure a footing in those markets with full confidence in the prime quality of our own article. New Zealand must aspire to fulfil her destiny of becoming not only a maritime nation, but also the great supplier of the Southern Hemisphere.: [268, 752, 385, 905]
paper-and: AND: [62, 1228, 81, 1236]
advertisement-3: [13, 434, 130, 495]
railway-body: He thought the railway management under the present Commissioners would be a great improvement, and that the railways should be removed entirely from political influence. He would maintain the present system of the Government.: [984, 519, 1101, 581]
table-header-cell: 300: [464, 937, 476, 944]
leader-cont-2b: Moreover, they are consumers of such products and manufactures as we are turning our attention to most and are most desirous of increasing if we can secure profitable and sufficiently advancing markets. For instance, take one of our principal staples, cereals. New Zealand wheat is admitted by experts to be the finest in the world. This colony cannot consume more than a bare proportion of what it ought to produce; and, unfortunately, we are so far removed by our antipodean position from the great markets of Britain that we can hardly compete with such grain growing countries as the United States, Russia and Egypt.: [268, 598, 385, 752]
table-cell: 74: [503, 965, 511, 972]
table-cell: 56: [503, 1021, 511, 1028]
ad-body: Barrister and Solicitor, Waikato Times Buildings, Hamilton.: [26, 863, 123, 879]
separator: [431, 1108, 478, 1109]
table-row: [396, 952, 513, 959]
ad-title: NEW ZEALAND LOAN AND MERCANTILE AGENCY COMPANY (Limited).: [17, 703, 126, 736]
table-cell: 16: [483, 1014, 492, 1021]
scores-table-header: [396, 938, 513, 945]
reduction-heading: Ten per cent reduction.: [859, 456, 971, 467]
russell-body: Mr Russell was at one with the policy of the present Government. He would support them on all questions of retrenchment and economy, but would oppose any increase in the taxation of the people.: [984, 781, 1101, 836]
column-6: [645, 40, 851, 1610]
table-cell: 20: [467, 1021, 476, 1028]
separator: [710, 307, 788, 308]
taxation-body-cont-2: He said, in the past, we had been living extravagantly, and we must now retrench. The Government, by lowering the rate of wages on public works, had set an example which private employers were bound to follow.: [856, 1060, 974, 1114]
separator: [710, 357, 788, 358]
leader-cont-1: Spanish Republican States. The only trade La Plata is navigable for large vessels for hundreds of miles, being the highway to the large interior Republic of Bolivia. It is of great consequence to us in New Zealand to study the condition of those countries, and to acquire all the information we can of their trade and commerce. The manners and customs of their mixed population cause them in the order of things to be consumers principally.: [268, 39, 385, 146]
tongan-heading: TONGAN AFFAIRS.: [536, 752, 628, 763]
commercial-heading: COMMERCIAL.: [34, 43, 108, 53]
separator: [558, 331, 605, 332]
table-cell: 18: [483, 993, 492, 1000]
news-item: The polling for the Western Maori Electorate takes place to-morrow. We understand that a tug-of-war will be between Major Te Wheoro and Hone Heke for the seat.: [395, 248, 513, 287]
table-cell: 24: [467, 993, 476, 1000]
separator: [558, 406, 605, 407]
leader-body-cont-5b: The labourer would have a home of his own, and his family would have opportunities of earning something towards the household expenses. The farmer would have a supply of labour always at hand, and the country generally would benefit by the increased settlement and cultivation of the land.: [140, 1515, 258, 1584]
shipping-body: London, August 31. The Australian mails per Orient steamship Chimborazo (Melbourne, July 22) were delivered to-day. London, September 3. The Shaw Savill steamship Tainui, from Lyttelton, July 23, arrived at Plymouth this morning.: [523, 858, 641, 921]
table-cell: 61: [503, 1014, 511, 1021]
archidiaconal-body-cont-2: A most successful entertainment and social gathering took place in the schoolroom of the above township on Friday, September 3rd, to provide funds for furnishing a gymnasium for the school children, and though the attendance was only moderate, no doubt owing to the severe rain during the evening, the funds realised were satisfactory.: [651, 706, 846, 760]
light-infantry-subheading: Class-firing (first period.): [418, 874, 491, 881]
tongan-body: London, September 3. In answer to a question in the House of Commons, Sir Henry Holland said the Government had received no official report of the Rev. Shirley Baker's conduct in Tonga, and the Colonial Office would in future closely watch the Tongan reports.: [523, 779, 641, 841]
leader-date: TUESDAY, SEPT. 6, 1887.: [22, 1272, 121, 1282]
advertisement-1: [13, 222, 130, 336]
